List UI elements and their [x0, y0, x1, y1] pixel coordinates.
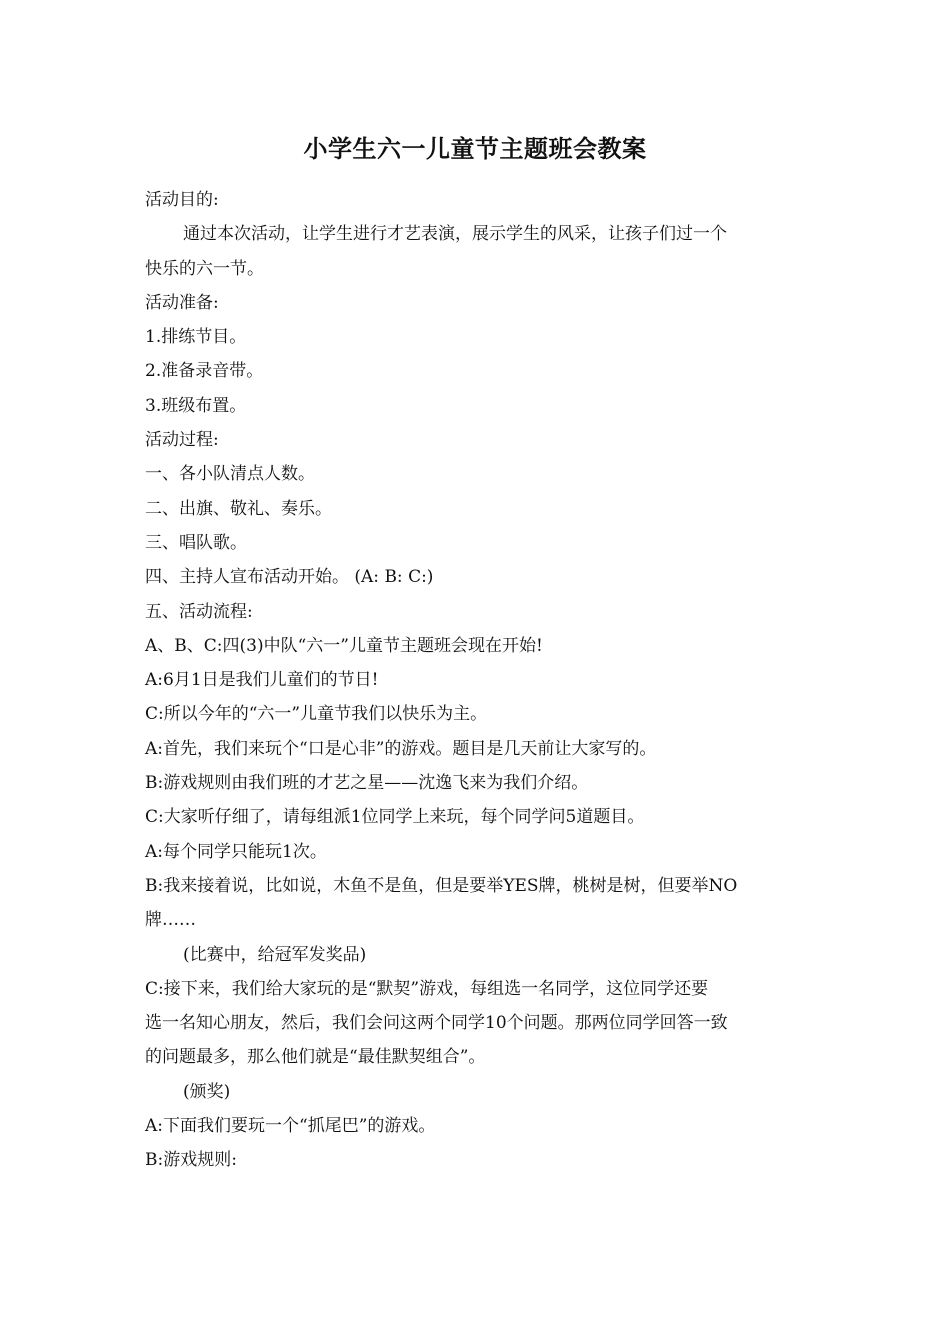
dialogue-line: A:6月1日是我们儿童们的节日!: [145, 670, 379, 691]
list-item: 一、各小队清点人数。: [145, 464, 315, 485]
section-heading-purpose: 活动目的:: [145, 190, 219, 210]
dialogue-line: A:每个同学只能玩1次。: [145, 841, 327, 862]
paragraph-line: 通过本次活动，让学生进行才艺表演，展示学生的风采，让孩子们过一个: [183, 224, 727, 245]
document-body: [145, 183, 810, 1178]
document-title: 小学生六一儿童节主题班会教案: [303, 134, 647, 163]
dialogue-line: C:所以今年的“六一”儿童节我们以快乐为主。: [145, 704, 488, 725]
list-item: 三、唱队歌。: [145, 532, 247, 553]
dialogue-line: 牌……: [145, 910, 196, 931]
dialogue-line: B:游戏规则:: [145, 1150, 237, 1171]
dialogue-line: B:我来接着说，比如说，木鱼不是鱼，但是要举YES牌，桃树是树，但要举NO: [145, 875, 738, 896]
dialogue-line: 选一名知心朋友，然后，我们会问这两个同学10个问题。那两位同学回答一致: [145, 1013, 728, 1034]
dialogue-line: A、B、C:四(3)中队“六一”儿童节主题班会现在开始!: [145, 635, 543, 656]
dialogue-line: 的问题最多，那么他们就是“最佳默契组合”。: [145, 1047, 486, 1068]
list-item: 四、主持人宣布活动开始。 (A: B: C:): [145, 567, 434, 588]
section-heading-preparation: 活动准备:: [145, 292, 219, 313]
dialogue-line: B:游戏规则由我们班的才艺之星——沈逸飞来为我们介绍。: [145, 773, 589, 794]
dialogue-line: C:大家听仔细了，请每组派1位同学上来玩，每个同学问5道题目。: [145, 807, 645, 828]
stage-direction: (比赛中，给冠军发奖品): [183, 944, 367, 965]
stage-direction: (颁奖): [183, 1081, 231, 1102]
list-item: 3.班级布置。: [145, 395, 247, 416]
dialogue-line: C:接下来，我们给大家玩的是“默契”游戏，每组选一名同学，这位同学还要: [145, 978, 709, 999]
list-item: 二、出旗、敬礼、奏乐。: [145, 498, 332, 519]
dialogue-line: A:首先，我们来玩个“口是心非”的游戏。题目是几天前让大家写的。: [145, 738, 657, 759]
list-item: 1.排练节目。: [145, 327, 247, 348]
section-heading-process: 活动过程:: [145, 430, 219, 451]
list-item: 2.准备录音带。: [145, 361, 264, 382]
dialogue-line: A:下面我们要玩一个“抓尾巴”的游戏。: [145, 1116, 436, 1137]
list-item: 五、活动流程:: [145, 601, 253, 622]
paragraph-line: 快乐的六一节。: [145, 258, 264, 279]
